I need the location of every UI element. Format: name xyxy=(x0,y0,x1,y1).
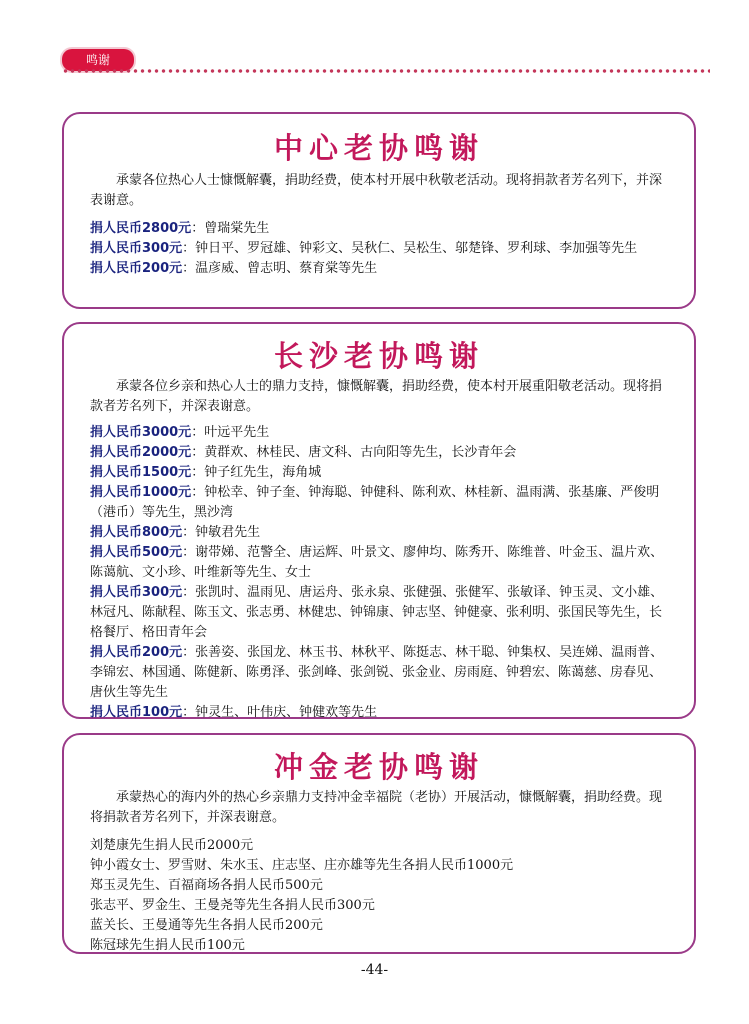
donation-entry xyxy=(90,643,668,703)
donation-line: 郑玉灵先生、百福商场各捐人民币500元 xyxy=(90,878,323,893)
donation-line: 陈冠球先生捐人民币100元 xyxy=(90,938,245,953)
donation-amount: 捐人民币300元 xyxy=(90,585,183,600)
donation-entry xyxy=(90,523,668,543)
donation-line: 张志平、罗金生、王曼尧等先生各捐人民币300元 xyxy=(90,898,375,913)
donation-entry xyxy=(90,259,668,279)
donor-names: ：温彦威、曾志明、蔡育棠等先生 xyxy=(182,261,378,276)
donation-entry xyxy=(90,443,668,463)
donor-names: ：钟日平、罗冠雄、钟彩文、吴秋仁、吴松生、邬楚锋、罗利球、李加强等先生 xyxy=(182,241,638,256)
donor-names: ：钟松幸、钟子奎、钟海聪、钟健科、陈利欢、林桂新、温雨满、张基廉、严俊明（港币）等先生，黑沙湾 xyxy=(90,485,660,520)
donor-names: ：张凯时、温雨见、唐运舟、张永泉、张健强、张健军、张敏译、钟玉灵、文小雄、林冠凡、陈献程、陈玉文、张志勇、林健忠、钟锦康、钟志坚、钟健豪、张利明、张国民等先生，长格餐厅、格田青年会 xyxy=(90,585,664,640)
donation-amount: 捐人民币1000元 xyxy=(90,485,192,500)
section-intro: 承蒙各位热心人士慷慨解囊，捐助经费，使本村开展中秋敬老活动。现将捐款者芳名列下，并深表谢意。 xyxy=(90,173,663,208)
donation-amount: 捐人民币100元 xyxy=(90,705,183,720)
donation-amount: 捐人民币800元 xyxy=(90,525,183,540)
section-title: 长沙老协鸣谢 xyxy=(273,339,484,373)
donor-names: ：叶远平先生 xyxy=(191,425,270,440)
section-center-box xyxy=(62,112,696,309)
section-title: 中心老协鸣谢 xyxy=(273,131,484,165)
donor-names: ：钟敏君先生 xyxy=(182,525,261,540)
section-chongjin-box xyxy=(62,733,696,954)
donation-entry xyxy=(90,463,668,483)
dotted-divider xyxy=(62,67,710,75)
section-title: 冲金老协鸣谢 xyxy=(273,750,484,784)
donation-line: 钟小霞女士、罗雪财、朱水玉、庄志坚、庄亦雄等先生各捐人民币1000元 xyxy=(90,858,514,873)
donation-amount: 捐人民币3000元 xyxy=(90,425,192,440)
section-changsha-box xyxy=(62,322,696,719)
donor-names: ：钟灵生、叶伟庆、钟健欢等先生 xyxy=(182,705,378,720)
donation-entry xyxy=(90,423,668,443)
donor-names: ：谢带娣、范警全、唐运辉、叶景文、廖伸均、陈秀开、陈维普、叶金玉、温片欢、陈蔼航、文小珍、叶维新等先生、女士 xyxy=(90,545,664,580)
section-intro: 承蒙热心的海内外的热心乡亲鼎力支持冲金幸福院（老协）开展活动，慷慨解囊，捐助经费。现将捐款者芳名列下，并深表谢意。 xyxy=(90,790,663,825)
donation-entry xyxy=(90,239,668,259)
donor-names: ：黄群欢、林桂民、唐文科、古向阳等先生，长沙青年会 xyxy=(191,445,517,460)
page-number: -44- xyxy=(360,962,389,978)
donation-amount: 捐人民币1500元 xyxy=(90,465,192,480)
donation-amount: 捐人民币2000元 xyxy=(90,445,192,460)
donation-entry xyxy=(90,219,668,239)
donation-amount: 捐人民币300元 xyxy=(90,241,183,256)
section-tag: 鸣谢 xyxy=(62,49,134,71)
donation-entry xyxy=(90,483,668,523)
donor-names: ：曾瑞棠先生 xyxy=(191,221,270,236)
donor-names: ：张善姿、张国龙、林玉书、林秋平、陈挺志、林干聪、钟集权、吴连娣、温雨普、李锦宏、林国通、陈健新、陈勇泽、张剑峰、张剑锐、张金业、房雨庭、钟碧宏、陈蔼慈、房春见、唐伙生等先生 xyxy=(90,645,664,700)
donation-entry xyxy=(90,703,668,723)
donation-entry xyxy=(90,583,668,643)
donor-names: ：钟子红先生，海角城 xyxy=(191,465,322,480)
donation-amount: 捐人民币200元 xyxy=(90,645,183,660)
donation-amount: 捐人民币200元 xyxy=(90,261,183,276)
donation-amount: 捐人民币2800元 xyxy=(90,221,192,236)
donation-line: 刘楚康先生捐人民币2000元 xyxy=(90,838,254,853)
donation-line: 蓝关长、王曼通等先生各捐人民币200元 xyxy=(90,918,323,933)
donation-entry xyxy=(90,543,668,583)
section-intro: 承蒙各位乡亲和热心人士的鼎力支持，慷慨解囊，捐助经费，使本村开展重阳敬老活动。现将捐款者芳名列下，并深表谢意。 xyxy=(90,379,663,414)
donation-amount: 捐人民币500元 xyxy=(90,545,183,560)
